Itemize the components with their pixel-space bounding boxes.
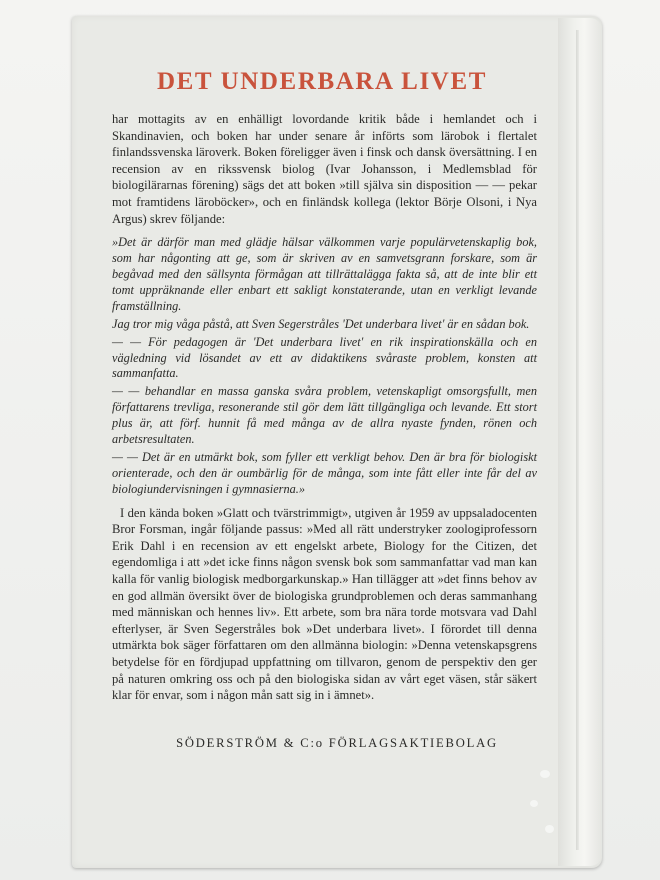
cover-scuff-mark [540, 770, 550, 778]
quote-paragraph: — — För pedagogen är 'Det underbara livet' en rik inspirationskälla och en vägledning vid lösandet av ett av didaktikens svåraste problem, konsten att sammanfatta. [112, 334, 537, 381]
review-quote [112, 235, 537, 498]
book-title: DET UNDERBARA LIVET [156, 68, 487, 95]
blurb-text [112, 111, 537, 704]
second-paragraph: I den kända boken »Glatt och tvärstrimmigt», utgiven år 1959 av uppsaladocenten Bror Forsman, ingår följande passus: »Med all rätt understryker zoologiprofessorn Erik Dahl i en recension av ett engelskt arbete, Biology for the Citizen, det egendomliga i att »det icke finns någon svensk bok som sammanfattar vad man kan kalla för vanlig biologisk medborgarkunskap.» Han tillägger att »det finns behov av en god allmän översikt över de biologiska grundproblemen och deras sammanhang med människan och hennes liv». Ett arbete, som bra nära torde motsvara vad Dahl efterlyser, är Sven Segerstråles bok »Det underbara livet». I förordet till denna utmärkta bok säger författaren om den allmänna biologin: »Denna vetenskapsgrens betydelse för en fördjupad uppfattning om tillvaron, genom de perspektiv den ger på naturen omkring oss och på den biologiska sidan av vårt eget väsen, står säkert klar för envar, som i någon mån satt sig in i ämnet». [112, 505, 537, 703]
quote-paragraph: — — Det är en utmärkt bok, som fyller ett verkligt behov. Den är bra för biologiskt orienterade, och den är oumbärlig för de många, som inte fått eller inte får del av biologiundervisningen i gymnasierna.» [112, 449, 537, 496]
publisher-imprint: SÖDERSTRÖM & C:o FÖRLAGSAKTIEBOLAG [176, 736, 498, 750]
intro-paragraph: har mottagits av en enhälligt lovordande kritik både i hemlandet och i Skandinavien, och boken har under senare år införts som lärobok i flertalet finlandssvenska läroverk. Boken föreligger även i finsk och dansk översättning. I en recension av en rikssvensk biolog (Ivar Johansson, i Medlemsblad för biologilärarnas förening) sägs det att boken »till själva sin disposition — — pekar mot framtidens läroböcker», och en finländsk kollega (lektor Börje Olsoni, i Nya Argus) skrev följande: [112, 112, 537, 226]
cover-scuff-mark [545, 825, 554, 833]
quote-paragraph: Jag tror mig våga påstå, att Sven Segerstråles 'Det underbara livet' är en sådan bok. [112, 316, 530, 331]
quote-paragraph: »Det är därför man med glädje hälsar välkommen varje populärvetenskaplig bok, som har någonting att ge, som är skriven av en samvetsgrann forskare, som är begåvad med den sällsynta förmågan att tillrättalägga fakta så, att de inte blir ett tomt uppräknande eller enbart ett sakligt konstaterande, utan en verkligt levande framställning. [112, 235, 537, 313]
cover-scuff-mark [530, 800, 538, 807]
spine-hinge [576, 30, 579, 850]
quote-paragraph: — — behandlar en massa ganska svåra problem, vetenskapligt omsorgsfullt, men författarens trevliga, resonerande stil gör dem lätt tillgängliga och levande. Ett stort plus är, att förf. hunnit få med många av de allra nyaste fynden, rönen och arbetsresultaten. [112, 384, 537, 447]
